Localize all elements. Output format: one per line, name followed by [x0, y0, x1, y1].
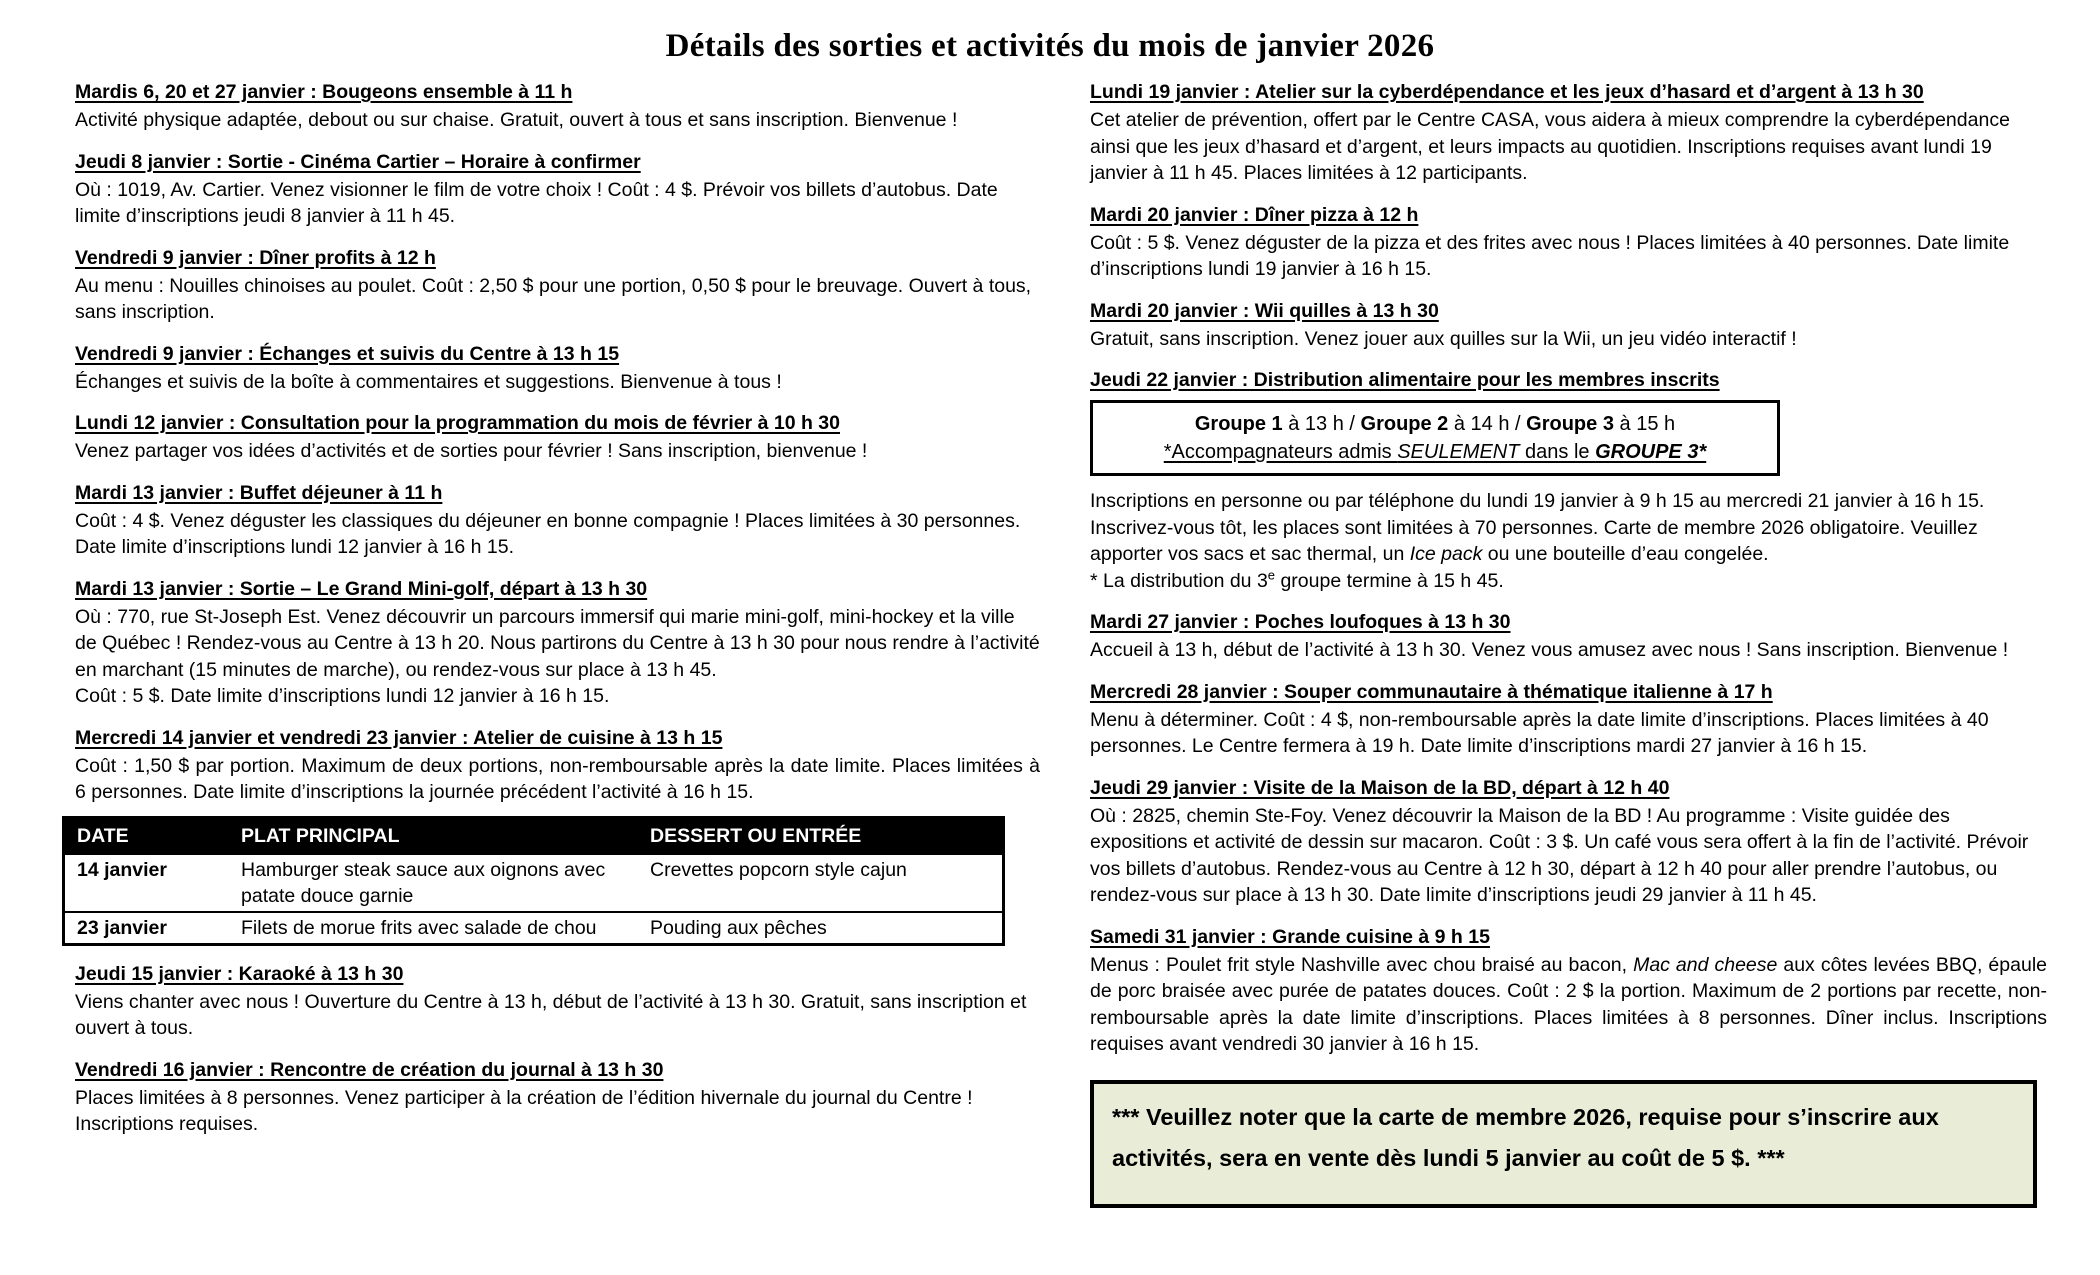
text-run: Coût : 4 $. Venez déguster les classiques du déjeuner en bonne compagnie ! Places limitées à 30 personnes. Date limite d’inscriptions lundi 12 janvier à 16 h 15. [75, 509, 1021, 558]
text-run: groupe termine à 15 h 45. [1275, 569, 1504, 592]
text-run: Menus : Poulet frit style Nashville avec chou braisé au bacon, [1090, 953, 1634, 976]
menu-table-body [64, 854, 1004, 945]
menu-table [62, 816, 1005, 946]
text-run: à 14 h / [1448, 413, 1527, 435]
text-run: Venez partager vos idées d’activités et de sorties pour février ! Sans inscription, bienvenue ! [75, 440, 868, 462]
text-run: Échanges et suivis de la boîte à commentaires et suggestions. Bienvenue à tous ! [75, 370, 782, 393]
menu-table-header: PLAT PRINCIPAL [229, 817, 638, 854]
section-heading: Mercredi 28 janvier : Souper communautaire à thématique italienne à 17 h [1090, 680, 1773, 703]
text-run: *Accompagnateurs admis [1163, 441, 1398, 463]
section-heading: Mercredi 14 janvier et vendredi 23 janvier : Atelier de cuisine à 13 h 15 [75, 726, 723, 749]
section-heading: Jeudi 15 janvier : Karaoké à 13 h 30 [75, 962, 404, 985]
activity-section-karaoke [75, 961, 1040, 1042]
text-run: *** Veuillez noter que la carte de membre 2026, requise pour s’inscrire aux activités, sera en vente dès lundi 5 janvier au coût de 5 $. *** [1112, 1103, 1939, 1171]
activity-section-maison-bd [1090, 775, 2047, 909]
section-heading: Mardi 13 janvier : Buffet déjeuner à 11 h [75, 481, 443, 504]
menu-table-cell: Filets de morue frits avec salade de chou [229, 912, 638, 945]
section-paragraph [1090, 107, 2047, 187]
section-paragraph [75, 273, 1040, 326]
section-paragraph [75, 753, 1040, 806]
section-paragraph [1090, 707, 2047, 760]
activity-section-diner-pizza [1090, 202, 2047, 283]
text-run: Groupe 1 [1194, 413, 1283, 435]
membership-note-text [1112, 1097, 2015, 1179]
text-run: Inscriptions en personne ou par téléphone du lundi 19 janvier à 9 h 15 au mercredi 21 janvier à 16 h 15. Inscrivez-vous tôt, les places sont limitées à 70 personnes. Carte de membre 2026 obligatoire. Veuillez apporter vos sacs et sac thermal, un [1090, 490, 1985, 565]
text-run: e [1267, 567, 1276, 582]
text-run: à 13 h / [1282, 413, 1361, 435]
text-run: Menu à déterminer. Coût : 4 $, non-remboursable après la date limite d’inscriptions. Places limitées à 40 personnes. Le Centre fermera à 19 h. Date limite d’inscriptions mardi 27 janvier à 16 h 15. [1090, 708, 1989, 757]
text-run: GROUPE 3* [1595, 441, 1707, 463]
menu-table-cell: Pouding aux pêches [638, 912, 1004, 945]
text-run: SEULEMENT [1397, 441, 1520, 463]
activity-section-creation-journal [75, 1057, 1040, 1138]
text-run: ou une bouteille d’eau congelée. [1482, 543, 1769, 565]
section-paragraph [75, 508, 1040, 561]
text-run: * La distribution du 3 [1090, 569, 1268, 592]
menu-table-cell: Hamburger steak sauce aux oignons avec patate douce garnie [229, 854, 638, 912]
text-run: Accueil à 13 h, début de l’activité à 13 h 30. Venez vous amusez avec nous ! Sans inscription. Bienvenue ! [1090, 639, 2009, 661]
menu-table-cell: Crevettes popcorn style cajun [638, 854, 1004, 912]
section-heading: Vendredi 16 janvier : Rencontre de création du journal à 13 h 30 [75, 1058, 664, 1081]
activity-section-echanges-suivis [75, 341, 1040, 396]
section-paragraph [75, 604, 1040, 684]
section-paragraph [75, 989, 1040, 1042]
section-heading: Jeudi 8 janvier : Sortie - Cinéma Cartier – Horaire à confirmer [75, 150, 641, 173]
right-column [1090, 69, 2047, 1208]
text-run: dans le [1519, 441, 1596, 463]
text-run: Places limitées à 8 personnes. Venez participer à la création de l’édition hivernale du journal du Centre ! Inscriptions requises. [75, 1086, 973, 1135]
text-run: Où : 2825, chemin Ste-Foy. Venez découvrir la Maison de la BD ! Au programme : Visite guidée des expositions et activité de dessin sur macaron. Coût : 3 $. Un café vous sera offert à la fin de l’activité. Prévoir vos billets d’autobus. Rendez-vous au Centre à 12 h 30, départ à 12 h 40 pour aller prendre l’autobus, ou rendez-vous sur place à 13 h 30. Date limite d’inscriptions jeudi 29 janvier à 11 h 45. [1090, 804, 2029, 906]
groupbox-line [1103, 410, 1767, 438]
menu-table-header: DESSERT OU ENTRÉE [638, 817, 1004, 854]
section-paragraph [75, 1085, 1040, 1138]
menu-table-head [64, 817, 1004, 854]
text-run: Au menu : Nouilles chinoises au poulet. Coût : 2,50 $ pour une portion, 0,50 $ pour le breuvage. Ouvert à tous, sans inscription. [75, 274, 1032, 323]
activity-section-atelier-cuisine [75, 725, 1040, 946]
section-paragraph [1090, 568, 2047, 595]
activity-section-distribution-alimentaire [1090, 367, 2047, 594]
menu-table-row [64, 912, 1004, 945]
section-heading: Vendredi 9 janvier : Dîner profits à 12 h [75, 246, 436, 269]
activity-section-cinema-cartier [75, 149, 1040, 230]
section-paragraph [75, 438, 1040, 465]
section-heading: Mardi 20 janvier : Wii quilles à 13 h 30 [1090, 299, 1439, 322]
section-heading: Mardi 20 janvier : Dîner pizza à 12 h [1090, 203, 1419, 226]
text-run: Gratuit, sans inscription. Venez jouer aux quilles sur la Wii, un jeu vidéo interactif ! [1090, 327, 1797, 350]
activity-section-buffet-dejeuner [75, 480, 1040, 561]
section-heading: Jeudi 29 janvier : Visite de la Maison de la BD, départ à 12 h 40 [1090, 776, 1670, 799]
section-heading: Mardi 27 janvier : Poches loufoques à 13 h 30 [1090, 611, 1511, 633]
membership-note-box [1090, 1080, 2037, 1208]
activity-section-souper-italien [1090, 679, 2047, 760]
text-run: Groupe 2 [1360, 413, 1449, 435]
menu-table-header: DATE [64, 817, 230, 854]
activity-section-mini-golf [75, 576, 1040, 710]
text-run: Coût : 1,50 $ par portion. Maximum de deux portions, non-remboursable après la date limite. Places limitées à 6 personnes. Date limite d’inscriptions la journée précédent l’activité à 16 h 15. [75, 754, 1040, 803]
text-run: Viens chanter avec nous ! Ouverture du Centre à 13 h, début de l’activité à 13 h 30. Gratuit, sans inscription et ouvert à tous. [75, 990, 1027, 1039]
section-paragraph [75, 369, 1040, 396]
menu-table-row [64, 854, 1004, 912]
section-paragraph [1090, 803, 2047, 909]
section-heading: Samedi 31 janvier : Grande cuisine à 9 h 15 [1090, 925, 1490, 948]
section-paragraph [75, 107, 1040, 134]
activity-section-grande-cuisine [1090, 924, 2047, 1058]
columns [75, 69, 2100, 1208]
activity-section-bougeons-ensemble [75, 79, 1040, 134]
text-run: Où : 1019, Av. Cartier. Venez visionner le film de votre choix ! Coût : 4 $. Prévoir vos billets d’autobus. Date limite d’inscriptions jeudi 8 janvier à 11 h 45. [75, 178, 998, 227]
section-heading: Jeudi 22 janvier : Distribution alimentaire pour les membres inscrits [1090, 369, 1720, 391]
text-run: Ice pack [1409, 543, 1483, 565]
section-paragraph [1090, 952, 2047, 1058]
activity-section-atelier-cyberdependance [1090, 79, 2047, 187]
section-paragraph [1090, 230, 2047, 283]
text-run: Où : 770, rue St-Joseph Est. Venez découvrir un parcours immersif qui marie mini-golf, mini-hockey et la ville de Québec ! Rendez-vous au Centre à 13 h 20. Nous partirons du Centre à 13 h 30 pour nous rendre à l’activité en marchant (15 minutes de marche), ou rendez-vous sur place à 13 h 45. [75, 605, 1040, 681]
section-paragraph [75, 683, 1040, 710]
text-run: Cet atelier de prévention, offert par le Centre CASA, vous aidera à mieux comprendre la cyberdépendance ainsi que les jeux d’hasard et d’argent, et leurs impacts au quotidien. Inscriptions requises avant lundi 19 janvier à 11 h 45. Places limitées à 12 participants. [1090, 109, 2010, 184]
text-run: Activité physique adaptée, debout ou sur chaise. Gratuit, ouvert à tous et sans inscription. Bienvenue ! [75, 109, 958, 131]
activity-section-diner-profits [75, 245, 1040, 326]
section-heading: Mardi 13 janvier : Sortie – Le Grand Mini-golf, départ à 13 h 30 [75, 577, 648, 600]
text-run: Coût : 5 $. Date limite d’inscriptions lundi 12 janvier à 16 h 15. [75, 685, 610, 707]
section-heading: Lundi 19 janvier : Atelier sur la cyberdépendance et les jeux d’hasard et d’argent à 13 h 30 [1090, 81, 1924, 103]
section-paragraph [1090, 488, 2047, 568]
section-heading: Mardis 6, 20 et 27 janvier : Bougeons ensemble à 11 h [75, 81, 573, 103]
section-heading: Lundi 12 janvier : Consultation pour la programmation du mois de février à 10 h 30 [75, 412, 840, 434]
page-title: Détails des sorties et activités du mois de janvier 2026 [665, 28, 1435, 64]
section-heading: Vendredi 9 janvier : Échanges et suivis du Centre à 13 h 15 [75, 342, 620, 365]
activity-section-wii-quilles [1090, 298, 2047, 353]
section-paragraph [1090, 326, 2047, 353]
activity-section-consultation-fevrier [75, 410, 1040, 465]
activity-section-poches-loufoques [1090, 609, 2047, 664]
text-run: à 15 h [1613, 413, 1676, 435]
text-run: Groupe 3 [1526, 413, 1614, 435]
left-column [75, 69, 1040, 1138]
menu-table-cell: 23 janvier [64, 912, 230, 945]
menu-table-cell: 14 janvier [64, 854, 230, 912]
section-paragraph [75, 177, 1040, 230]
distribution-groups-box [1090, 400, 1780, 476]
groupbox-line [1103, 438, 1767, 466]
text-run: aux côtes levées BBQ, épaule de porc braisée avec purée de patates douces. Coût : 2 $ la portion. Maximum de 2 portions par recette, non-remboursable après la date limite d’inscriptions. Places limitées à 8 personnes. Dîner inclus. Inscriptions requises avant vendredi 30 janvier à 16 h 15. [1090, 953, 2047, 1055]
section-paragraph [1090, 637, 2047, 664]
text-run: Mac and cheese [1633, 953, 1778, 976]
text-run: Coût : 5 $. Venez déguster de la pizza et des frites avec nous ! Places limitées à 40 personnes. Date limite d’inscriptions lundi 19 janvier à 16 h 15. [1090, 231, 2010, 280]
menu-table-header-row [64, 817, 1004, 854]
